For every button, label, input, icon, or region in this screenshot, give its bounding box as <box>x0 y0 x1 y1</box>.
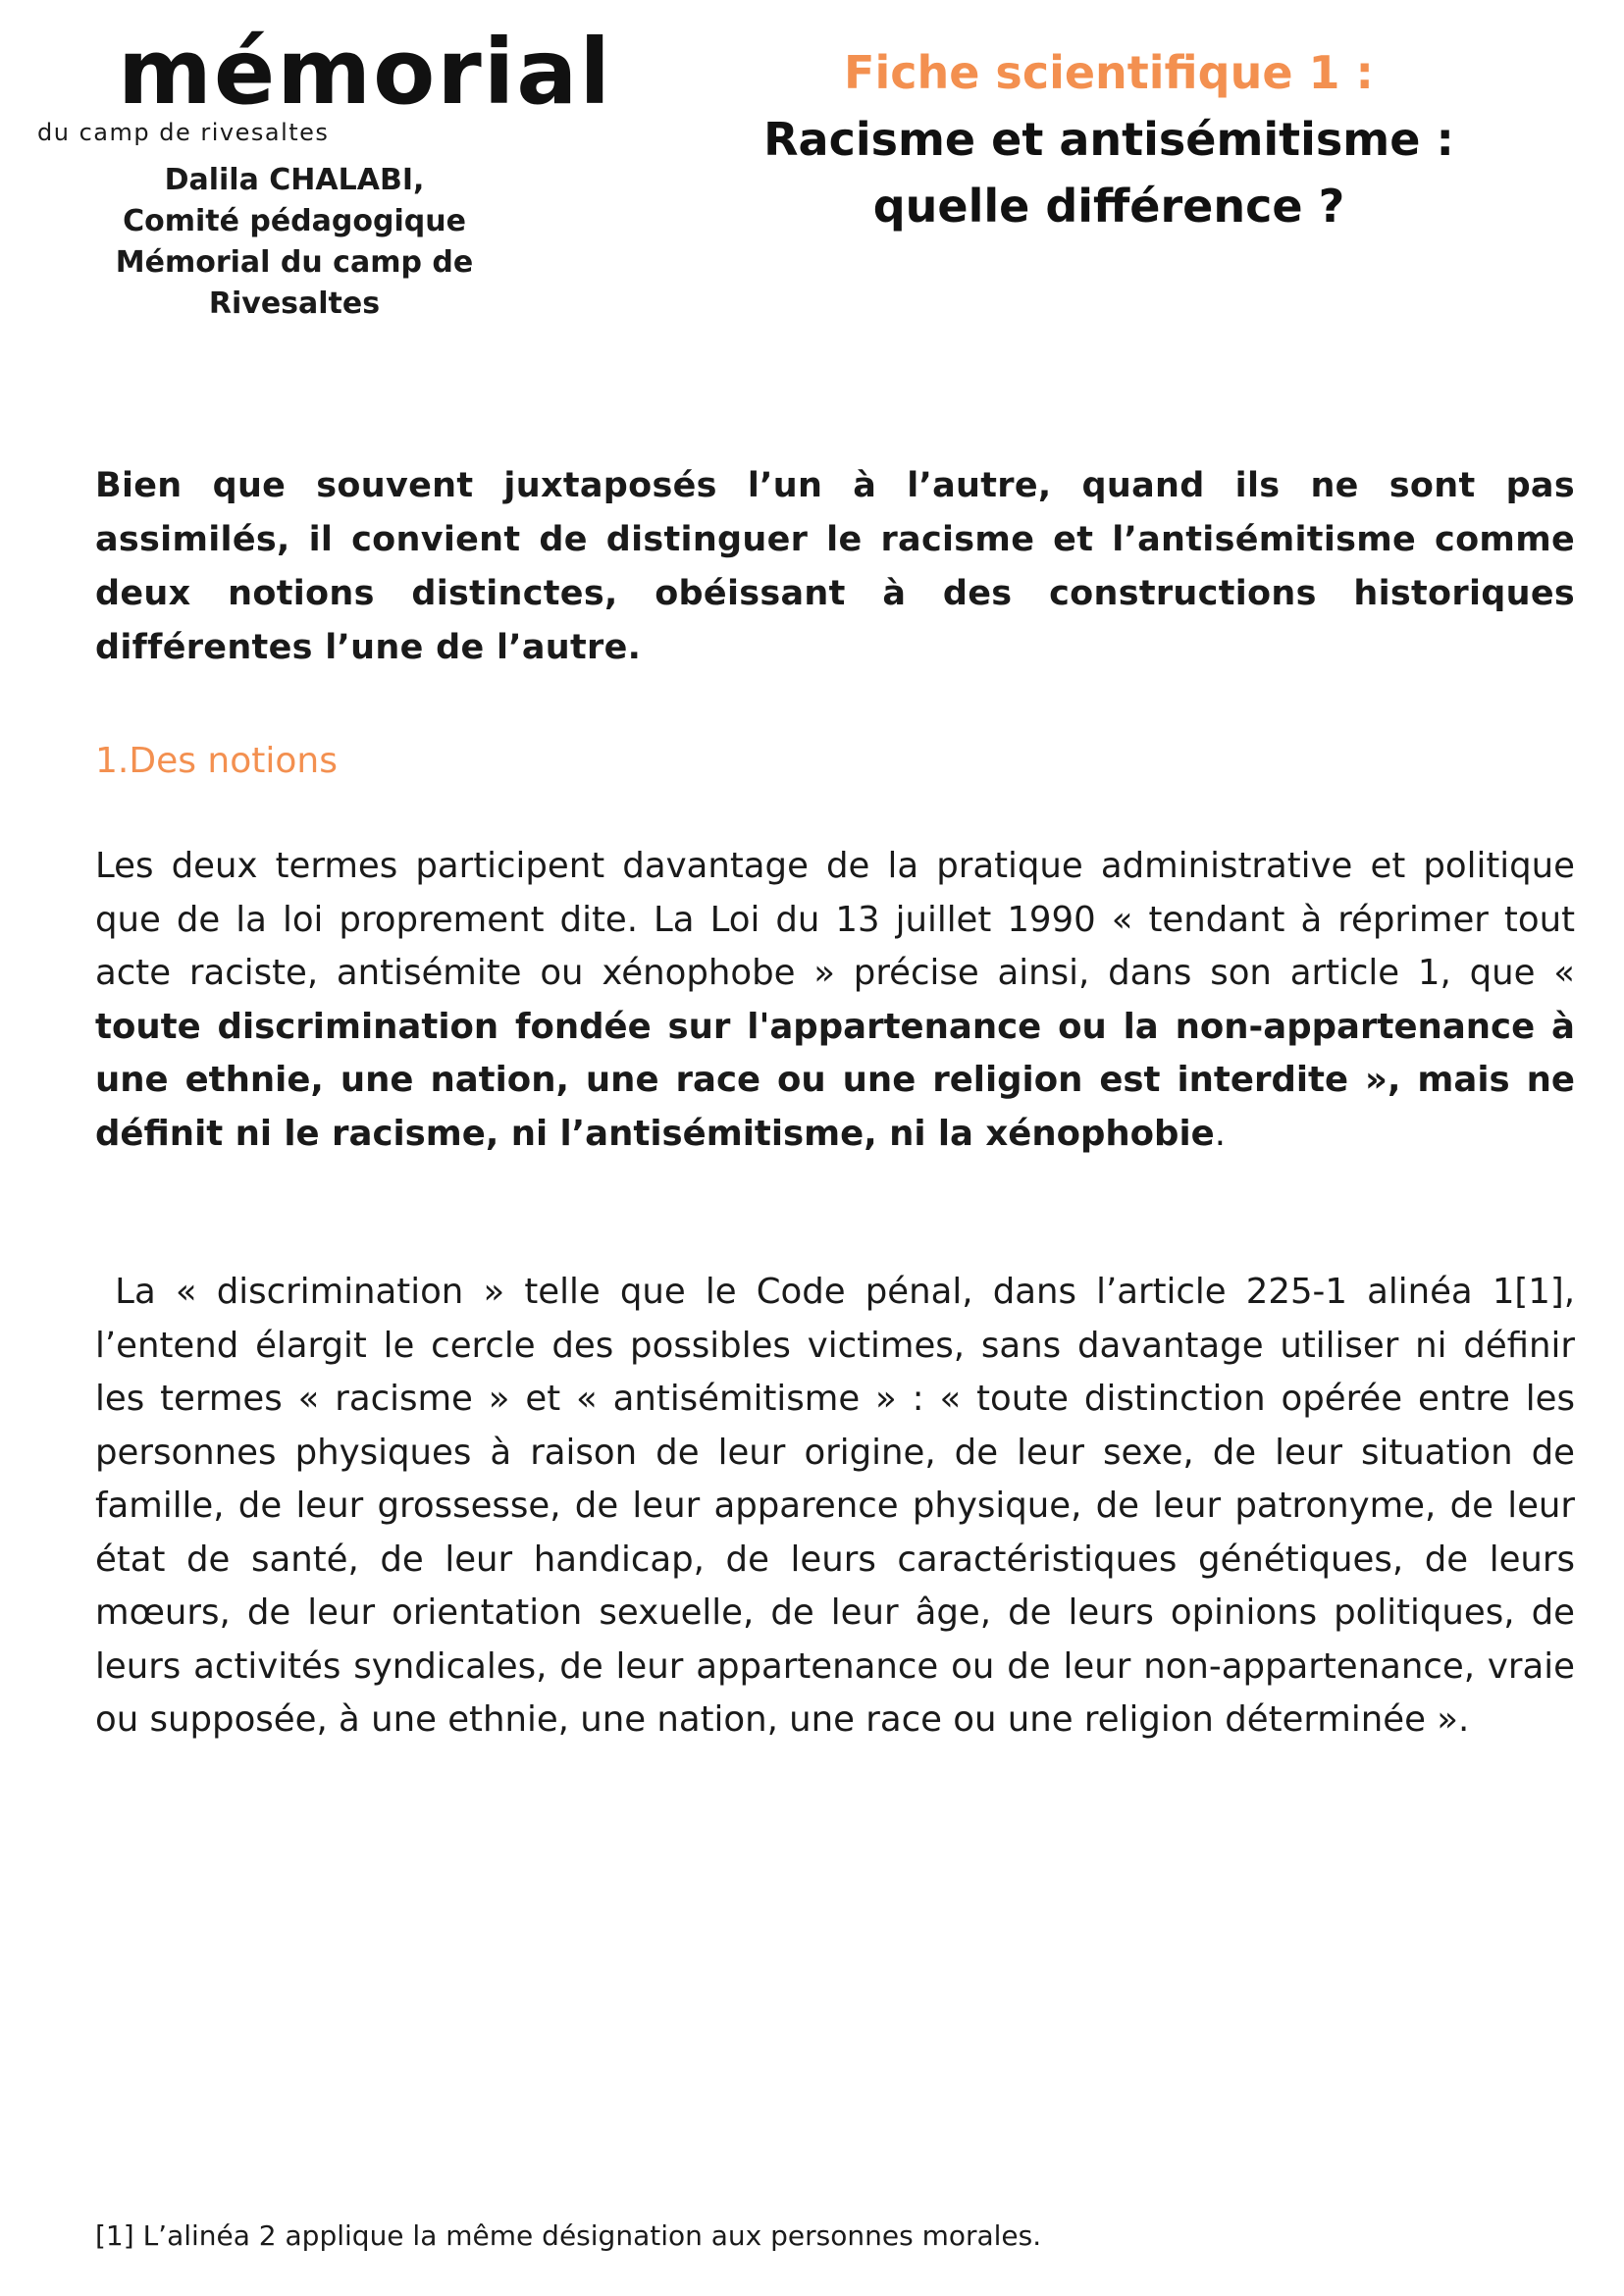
logo-subtitle: du camp de rivesaltes <box>37 119 330 146</box>
author-role: Comité pédagogique <box>123 204 466 238</box>
paragraph-1-end: . <box>1214 1113 1227 1154</box>
body-paragraph-1 <box>95 840 1575 1161</box>
logo-wordmark: mémorial <box>118 20 612 125</box>
paragraph-1-bold-quote: toute discrimination fondée sur l'appartenance ou la non-appartenance à une ethnie, une nation, une race ou une religion est interdite », mais ne définit ni le racisme, ni l’antisémitisme, ni la xénophobie <box>95 1006 1575 1154</box>
title-block <box>687 39 1531 239</box>
paragraph-1-text: Les deux termes participent davantage de la pratique administrative et politique que de la loi proprement dite. La Loi du 13 juillet 1990 « tendant à réprimer tout acte raciste, antisémite ou xénophobe » précise ainsi, dans son article 1, que « <box>95 846 1575 993</box>
body-paragraph-2: La « discrimination » telle que le Code pénal, dans l’article 225-1 alinéa 1[1], l’entend élargit le cercle des possibles victimes, sans davantage utiliser ni définir les termes « racisme » et « antisémitisme » : « toute distinction opérée entre les personnes physiques à raison de leur origine, de leur sexe, de leur situation de famille, de leur grossesse, de leur apparence physique, de leur patronyme, de leur état de santé, de leur handicap, de leurs caractéristiques génétiques, de leurs mœurs, de leur orientation sexuelle, de leur âge, de leurs opinions politiques, de leurs activités syndicales, de leur appartenance ou de leur non-appartenance, vraie ou supposée, à une ethnie, une nation, une race ou une religion déterminée ». <box>95 1272 1587 1740</box>
document-title-line-2: quelle différence ? <box>872 180 1345 233</box>
intro-paragraph: Bien que souvent juxtaposés l’un à l’autre, quand ils ne sont pas assimilés, il convient de distinguer le racisme et l’antisémitisme comme deux notions distinctes, obéissant à des constructions historiques différentes l’une de l’autre. <box>95 466 1575 667</box>
document-kicker: Fiche scientifique 1 : <box>844 46 1374 99</box>
document-title-line-1: Racisme et antisémitisme : <box>763 113 1454 166</box>
author-block <box>29 160 559 325</box>
section-heading: 1.Des notions <box>95 741 338 781</box>
author-name: Dalila CHALABI, <box>164 163 425 197</box>
footnote: [1] L’alinéa 2 applique la même désignation aux personnes morales. <box>95 2219 1042 2252</box>
author-organization: Mémorial du camp de Rivesaltes <box>115 245 474 321</box>
